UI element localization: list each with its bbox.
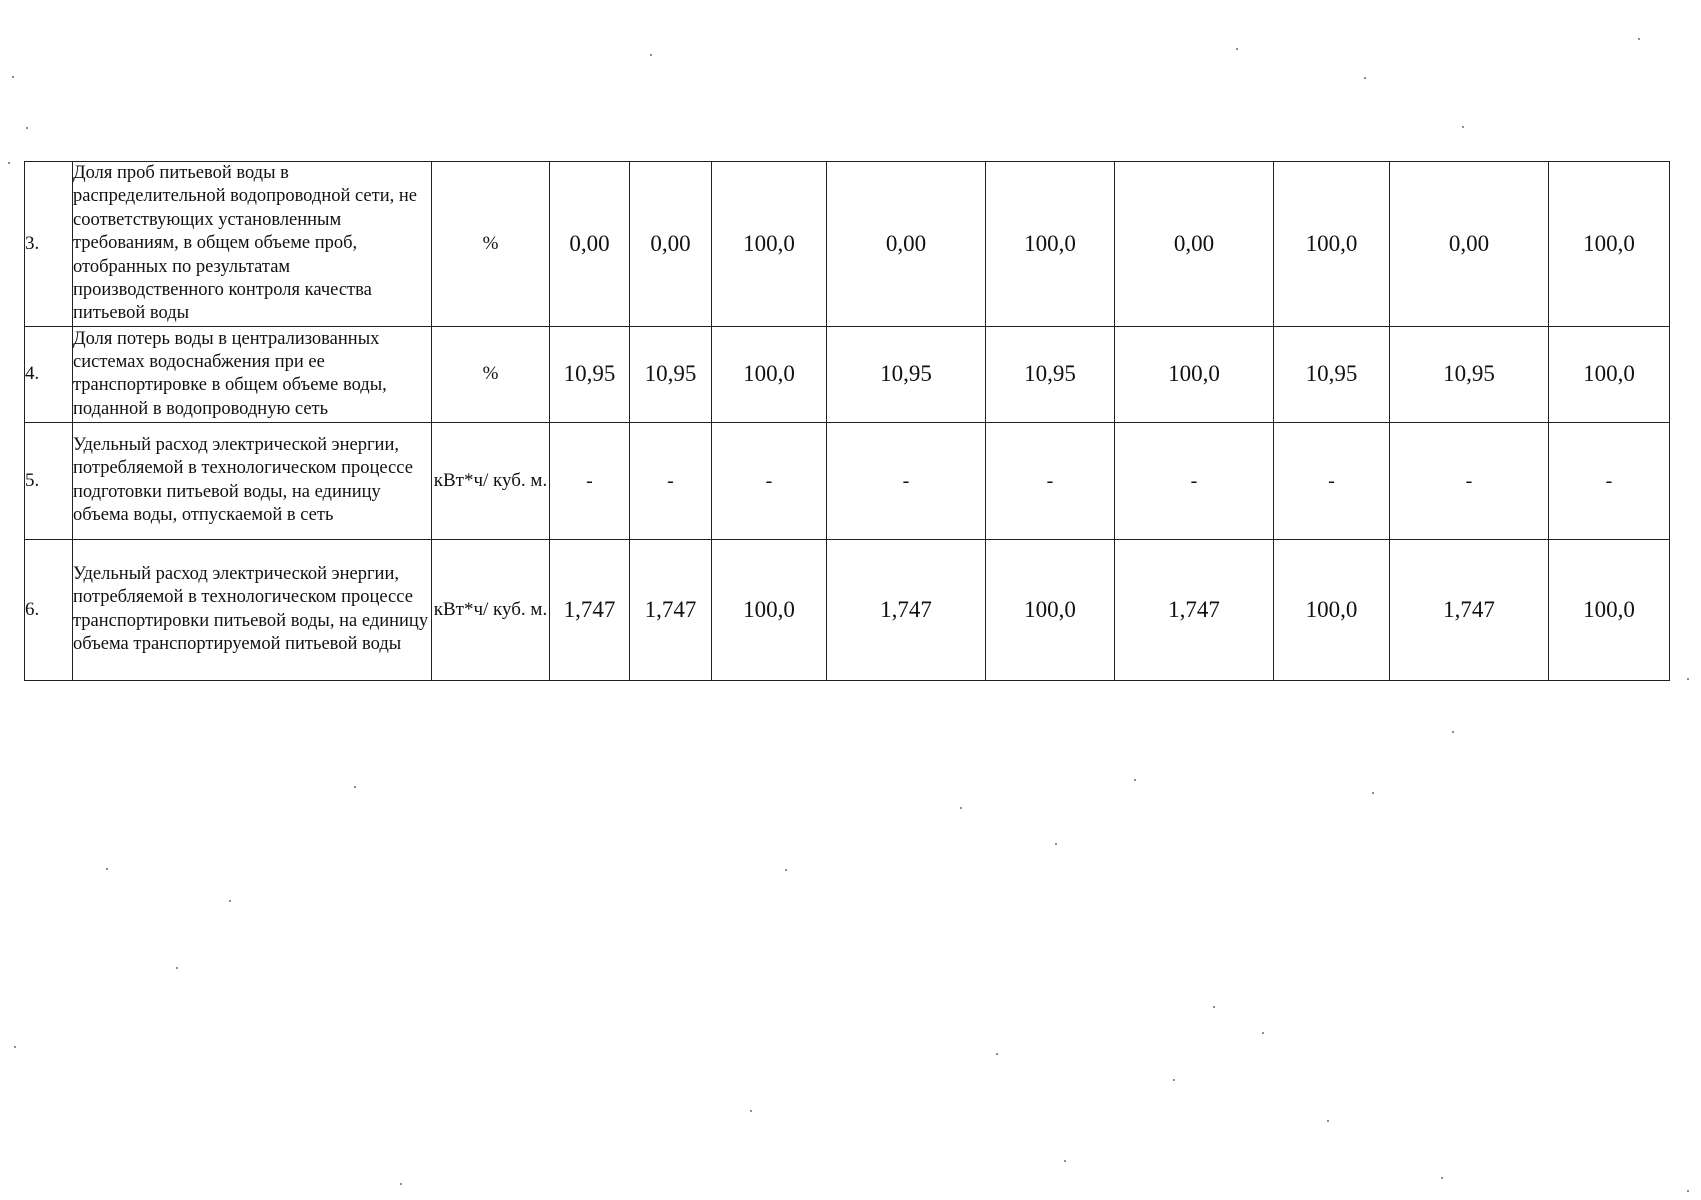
value-cell: 100,0 [1549,326,1670,422]
value-cell: 100,0 [1274,539,1390,680]
unit-cell: % [432,326,550,422]
value-cell: 1,747 [550,539,630,680]
indicator-description: Доля потерь воды в централизованных системах водоснабжения при ее транспортировке в общем объеме воды, поданной в водопроводную сеть [73,326,432,422]
value-cell: - [550,422,630,539]
value-cell: - [1390,422,1549,539]
value-cell: 0,00 [550,162,630,327]
table-row [25,422,1670,539]
row-number: 4. [25,326,73,422]
value-cell: 10,95 [550,326,630,422]
value-cell: - [630,422,712,539]
value-cell: 10,95 [827,326,986,422]
value-cell: 1,747 [1390,539,1549,680]
value-cell: - [1274,422,1390,539]
value-cell: 0,00 [827,162,986,327]
value-cell: 100,0 [712,539,827,680]
value-cell: 100,0 [986,162,1115,327]
row-number: 6. [25,539,73,680]
unit-cell: % [432,162,550,327]
value-cell: 100,0 [1115,326,1274,422]
value-cell: - [1115,422,1274,539]
row-number: 5. [25,422,73,539]
value-cell: 0,00 [1115,162,1274,327]
value-cell: - [827,422,986,539]
value-cell: 100,0 [712,326,827,422]
value-cell: 100,0 [712,162,827,327]
value-cell: 100,0 [1274,162,1390,327]
indicators-table [24,161,1670,681]
table-row [25,326,1670,422]
unit-cell: кВт*ч/ куб. м. [432,539,550,680]
value-cell: 100,0 [1549,539,1670,680]
value-cell: - [1549,422,1670,539]
indicator-description: Удельный расход электрической энергии, потребляемой в технологическом процессе транспортировки питьевой воды, на единицу объема транспортируемой питьевой воды [73,539,432,680]
value-cell: 1,747 [1115,539,1274,680]
value-cell: 10,95 [1274,326,1390,422]
value-cell: 1,747 [630,539,712,680]
value-cell: 100,0 [1549,162,1670,327]
indicator-description: Доля проб питьевой воды в распределительной водопроводной сети, не соответствующих установленным требованиям, в общем объеме проб, отобранных по результатам производственного контроля качества питьевой воды [73,162,432,327]
table-row [25,162,1670,327]
row-number: 3. [25,162,73,327]
value-cell: - [986,422,1115,539]
value-cell: 10,95 [1390,326,1549,422]
unit-cell: кВт*ч/ куб. м. [432,422,550,539]
value-cell: 10,95 [986,326,1115,422]
table-row [25,539,1670,680]
value-cell: 0,00 [630,162,712,327]
indicator-description: Удельный расход электрической энергии, потребляемой в технологическом процессе подготовки питьевой воды, на единицу объема воды, отпускаемой в сеть [73,422,432,539]
value-cell: 1,747 [827,539,986,680]
value-cell: 100,0 [986,539,1115,680]
value-cell: 0,00 [1390,162,1549,327]
value-cell: 10,95 [630,326,712,422]
value-cell: - [712,422,827,539]
